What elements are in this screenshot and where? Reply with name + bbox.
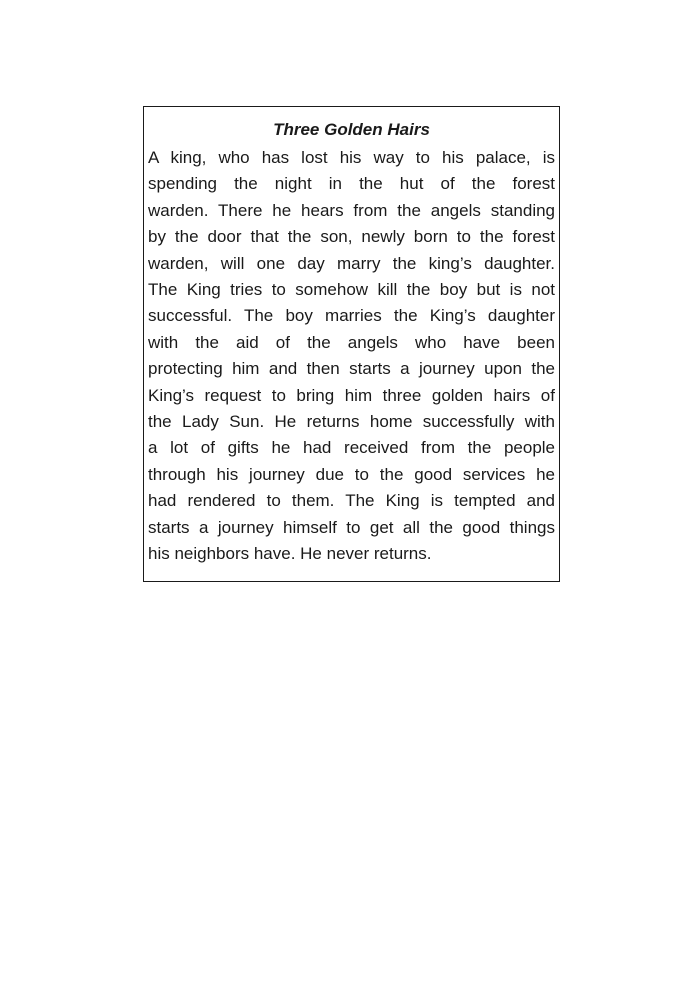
story-line: A king, who has lost his way to his palace, is — [148, 148, 555, 167]
story-line: the Lady Sun. He returns home successfully with — [148, 412, 555, 432]
story-line: The King tries to somehow kill the boy but is not — [148, 280, 555, 300]
story-line: starts a journey himself to get all the good things — [148, 517, 555, 537]
story-box — [143, 106, 560, 582]
story-line: King’s request to bring him three golden hairs of — [148, 385, 555, 405]
story-line: warden, will one day marry the king’s daughter. — [148, 253, 555, 273]
story-line: had rendered to them. The King is tempted and — [148, 491, 555, 511]
story-line: successful. The boy marries the King’s daughter — [148, 306, 555, 326]
story-line: by the door that the son, newly born to the forest — [148, 227, 555, 247]
story-title: Three Golden Hairs — [273, 120, 430, 139]
story-line: protecting him and then starts a journey upon the — [148, 359, 555, 379]
story-line: a lot of gifts he had received from the people — [148, 438, 555, 458]
story-line: with the aid of the angels who have been — [148, 332, 555, 352]
story-text — [148, 145, 555, 568]
story-line: warden. There he hears from the angels standing — [148, 200, 555, 220]
story-line: spending the night in the hut of the forest — [148, 174, 555, 194]
story-line: through his journey due to the good services he — [148, 464, 555, 484]
story-line: his neighbors have. He never returns. — [148, 544, 432, 564]
